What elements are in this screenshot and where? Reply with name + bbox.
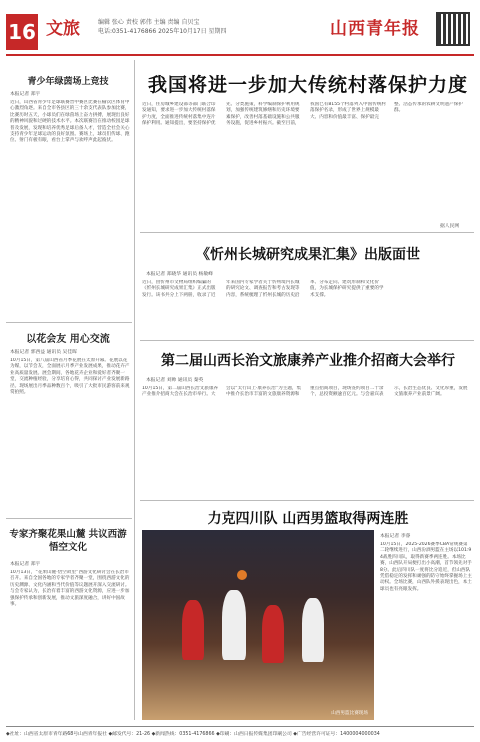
section-title: 文旅 <box>46 19 80 39</box>
left-article1-title: 青少年绿茵场上竞技 <box>27 77 109 87</box>
main-article2-body: 近日，由忻州市文物局组织编纂的《忻州长城研究成果汇集》正式出版发行。该书共分上下两册，收录了近年来国内专家学者关于忻州境内长城的研究论文、调查报告和考古发现等内容，系统梳理了忻州长城的历史沿革、分布走向、建筑形制和文化价值，为长城保护研究提供了重要的学术支撑。 <box>142 280 384 298</box>
left-article2-title: 以花会友 用心交流 <box>26 334 110 345</box>
divider <box>140 340 474 341</box>
divider <box>6 518 132 519</box>
qr-code-icon <box>436 12 470 46</box>
divider <box>6 322 132 323</box>
left-article3-title: 专家齐聚花果山麓 共议西游悟空文化 <box>9 529 127 553</box>
left-article2-body: 10月15日，第八届山西省月季花展在太原开幕。花展以花为媒，以节会友，全面展示月季产业发展成果，推动花卉产业高质量发展。展会期间，各地花卉企业和爱好者齐聚一堂，交流种植经验，分享培育心得，共同探讨产业发展新路径。现场展出月季品种数百个，吸引了大批市民游客前来观赏拍照。 <box>10 358 130 396</box>
left-article1-body: 近日，山西省青少年足球联赛晋中赛区比赛在榆次区体育中心激烈角逐。来自全市各县区的三十余支代表队参加比赛，比赛历时五天，小球员们在绿茵场上奋力拼搏，展现出良好的精神风貌和过硬的技术水平。本次联赛旨在推动校园足球普及发展，发现和培养优秀足球后备人才，营造全社会关心支持青少年足球运动的良好氛围。赛场上，球员们传球、跑位、射门有板有眼，看台上掌声与欢呼声此起彼伏。 <box>10 100 130 144</box>
left-article3-byline: 本报记者 郑宇 <box>10 562 41 567</box>
player-figure <box>182 600 204 660</box>
main-article4-byline: 本报记者 李睿 <box>380 534 411 539</box>
player-figure <box>222 590 246 660</box>
main-article2-title: 《忻州长城研究成果汇集》出版面世 <box>196 247 420 263</box>
main-article4-body: 10月15日，2025-2026赛季CBA常规赛第二轮继续进行，山西汾酒男篮在主场以101:94战胜四川队，取得新赛季两连胜。本场比赛，山西队开局便打出小高潮，首节领先对手8分。此后四川队一度将比分追近，但山西队凭借稳定的发挥和顽强的防守始终掌握场上主动权。全场比赛，山西队外援表现出色，本土球员也有亮眼发挥。 <box>380 542 472 592</box>
main-article1-author: 据人民网 <box>440 224 460 229</box>
main-article3-body: 10月15日，第二届山西长治文旅康养产业推介招商大会在长治市举行。大会以“太行山上·康养长治”为主题，集中推介长治市丰富的文旅康养资源和重点招商项目，现场签约项目二十余个，总投资额逾百亿元。与会嘉宾表示，长治生态优良、文化厚重，发展文旅康养产业前景广阔。 <box>142 386 468 398</box>
main-article1-title: 我国将进一步加大传统村落保护力度 <box>147 74 468 96</box>
player-figure <box>302 598 324 662</box>
basketball-icon <box>237 570 247 580</box>
left-article2-byline: 本报记者 郭西益 通讯员 吴佳晖 <box>10 350 77 355</box>
page-number: 16 <box>6 14 38 50</box>
newspaper-logo: 山西青年报 <box>330 19 420 39</box>
photo-caption: 山西男篮比赛现场 <box>331 711 368 716</box>
basketball-photo <box>142 530 374 720</box>
player-figure <box>262 605 284 663</box>
main-article4-title: 力克四川队 山西男篮取得两连胜 <box>207 511 409 527</box>
footer-info: ◆社址：山西省太原市青年路68号山西青年报社 ◆邮发代号：21-26 ◆新闻热线：0351-4176866 ◆印刷：山西日报传媒集团印刷公司 ◆广告经营许可证号：1400004000034 <box>6 726 474 737</box>
left-article3-body: 10月13日，“花果山麓·悟空故里”西游文化研讨会在长治市召开。来自全国各地的专家学者齐聚一堂，围绕西游文化的历史渊源、文化内涵和当代价值等议题展开深入交流研讨。与会专家认为，长治有着丰富的西游文化资源，应进一步加强保护传承和创新发展，推动文旅深度融合，讲好中国故事。 <box>10 570 130 608</box>
main-article3-byline: 本报记者 刘帅 通讯员 秦英 <box>146 378 204 383</box>
header-meta-line1: 编辑 张心 责校 郭伟 主编 责编 自贝宝 <box>98 19 200 26</box>
divider <box>140 232 474 233</box>
main-article3-title: 第二届山西长治文旅康养产业推介招商大会举行 <box>161 353 455 369</box>
header-meta <box>98 18 227 36</box>
main-article1-body: 近日，住房城乡建设部等部门联合印发通知，要求进一步加大传统村落保护力度，全面推进传统村落集中连片保护利用。通知提出，要坚持保护优先、分类施策，科学编制保护利用规划，加强传统建筑修缮和历史环境要素保护，改善村落基础设施和公共服务设施，促进乡村振兴。截至目前，我国已有8155个村落列入中国传统村落保护名录，形成了世界上规模最大、内容和价值最丰富、保护最完整、活态传承的农耕文明遗产保护群。 <box>142 102 463 127</box>
main-article2-byline: 本报记者 郑晓华 通讯员 杨敏峰 <box>146 272 213 277</box>
left-article1-byline: 本报记者 郑宇 <box>10 92 41 97</box>
header-meta-line2: 电话:0351-4176866 2025年10月17日 星期四 <box>98 28 227 35</box>
divider <box>140 500 474 501</box>
column-divider <box>134 60 135 720</box>
header-divider <box>6 54 474 56</box>
